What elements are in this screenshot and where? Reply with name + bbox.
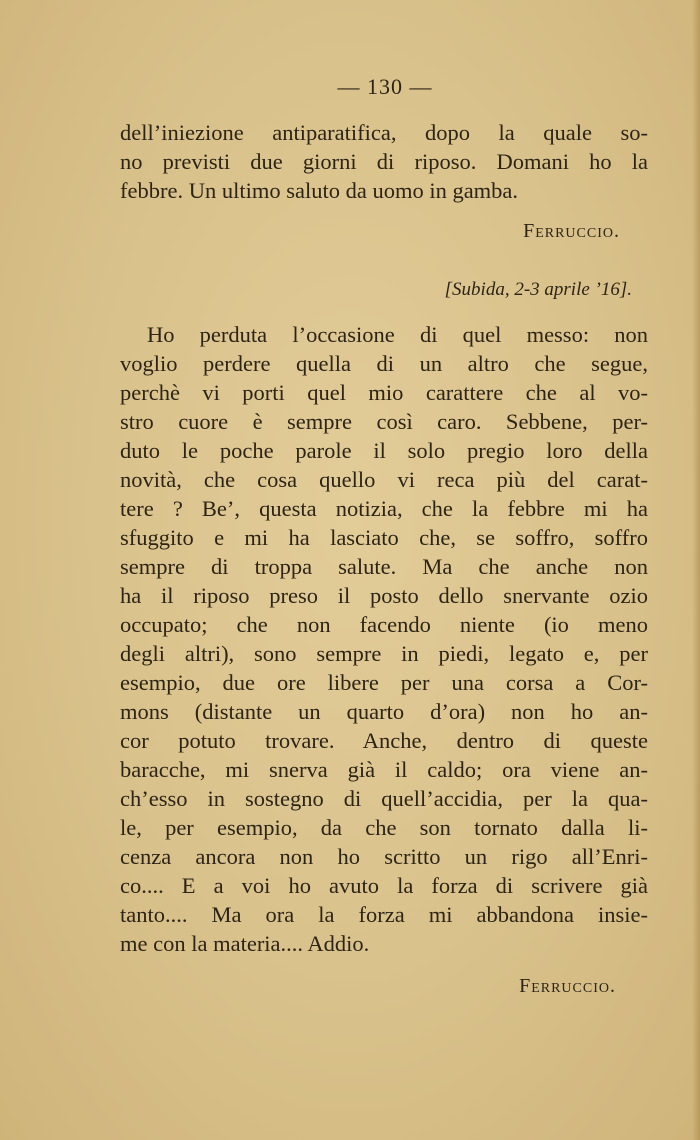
text-line: perchè vi porti quel mio carattere che al vo-: [120, 380, 648, 405]
text-line: voglio perdere quella di un altro che segue,: [120, 351, 648, 376]
text-line: Ho perduta l’occasione di quel messo: non: [147, 322, 648, 347]
text-line: dell’iniezione antiparatifica, dopo la quale so-: [120, 120, 648, 145]
signature: Ferruccio.: [519, 975, 616, 997]
text-line: ch’esso in sostegno di quell’accidia, per la qua-: [120, 786, 648, 811]
text-line: mons (distante un quarto d’ora) non ho an-: [120, 699, 648, 724]
text-line: cenza ancora non ho scritto un rigo all’Enri-: [120, 844, 648, 869]
text-line: baracche, mi snerva già il caldo; ora viene an-: [120, 757, 648, 782]
text-line: cor potuto trovare. Anche, dentro di queste: [120, 728, 648, 753]
text-line: co.... E a voi ho avuto la forza di scrivere già: [120, 873, 648, 898]
text-line: febbre. Un ultimo saluto da uomo in gamba.: [120, 178, 519, 203]
signature: Ferruccio.: [523, 220, 620, 242]
text-line: me con la materia.... Addio.: [120, 931, 370, 956]
text-line: tere ? Be’, questa notizia, che la febbre mi ha: [120, 496, 648, 521]
text-line: esempio, due ore libere per una corsa a Cor-: [120, 670, 648, 695]
text-line: tanto.... Ma ora la forza mi abbandona insie-: [120, 902, 648, 927]
text-line: sfuggito e mi ha lasciato che, se soffro, soffro: [120, 525, 648, 550]
text-line: sempre di troppa salute. Ma che anche non: [120, 554, 648, 579]
text-line: no previsti due giorni di riposo. Domani ho la: [120, 149, 648, 174]
text-line: degli altri), sono sempre in piedi, legato e, per: [120, 641, 648, 666]
text-line: ha il riposo preso il posto dello snervante ozio: [120, 583, 648, 608]
text-line: novità, che cosa quello vi reca più del carat-: [120, 467, 648, 492]
page-edge: [692, 0, 700, 1140]
text-line: le, per esempio, da che son tornato dalla li-: [120, 815, 648, 840]
text-line: duto le poche parole il solo pregio loro della: [120, 438, 648, 463]
text-line: stro cuore è sempre così caro. Sebbene, per-: [120, 409, 648, 434]
page-number: — 130 —: [337, 74, 433, 99]
text-line: occupato; che non facendo niente (io meno: [120, 612, 648, 637]
dateline: [Subida, 2-3 aprile ’16].: [444, 279, 632, 300]
